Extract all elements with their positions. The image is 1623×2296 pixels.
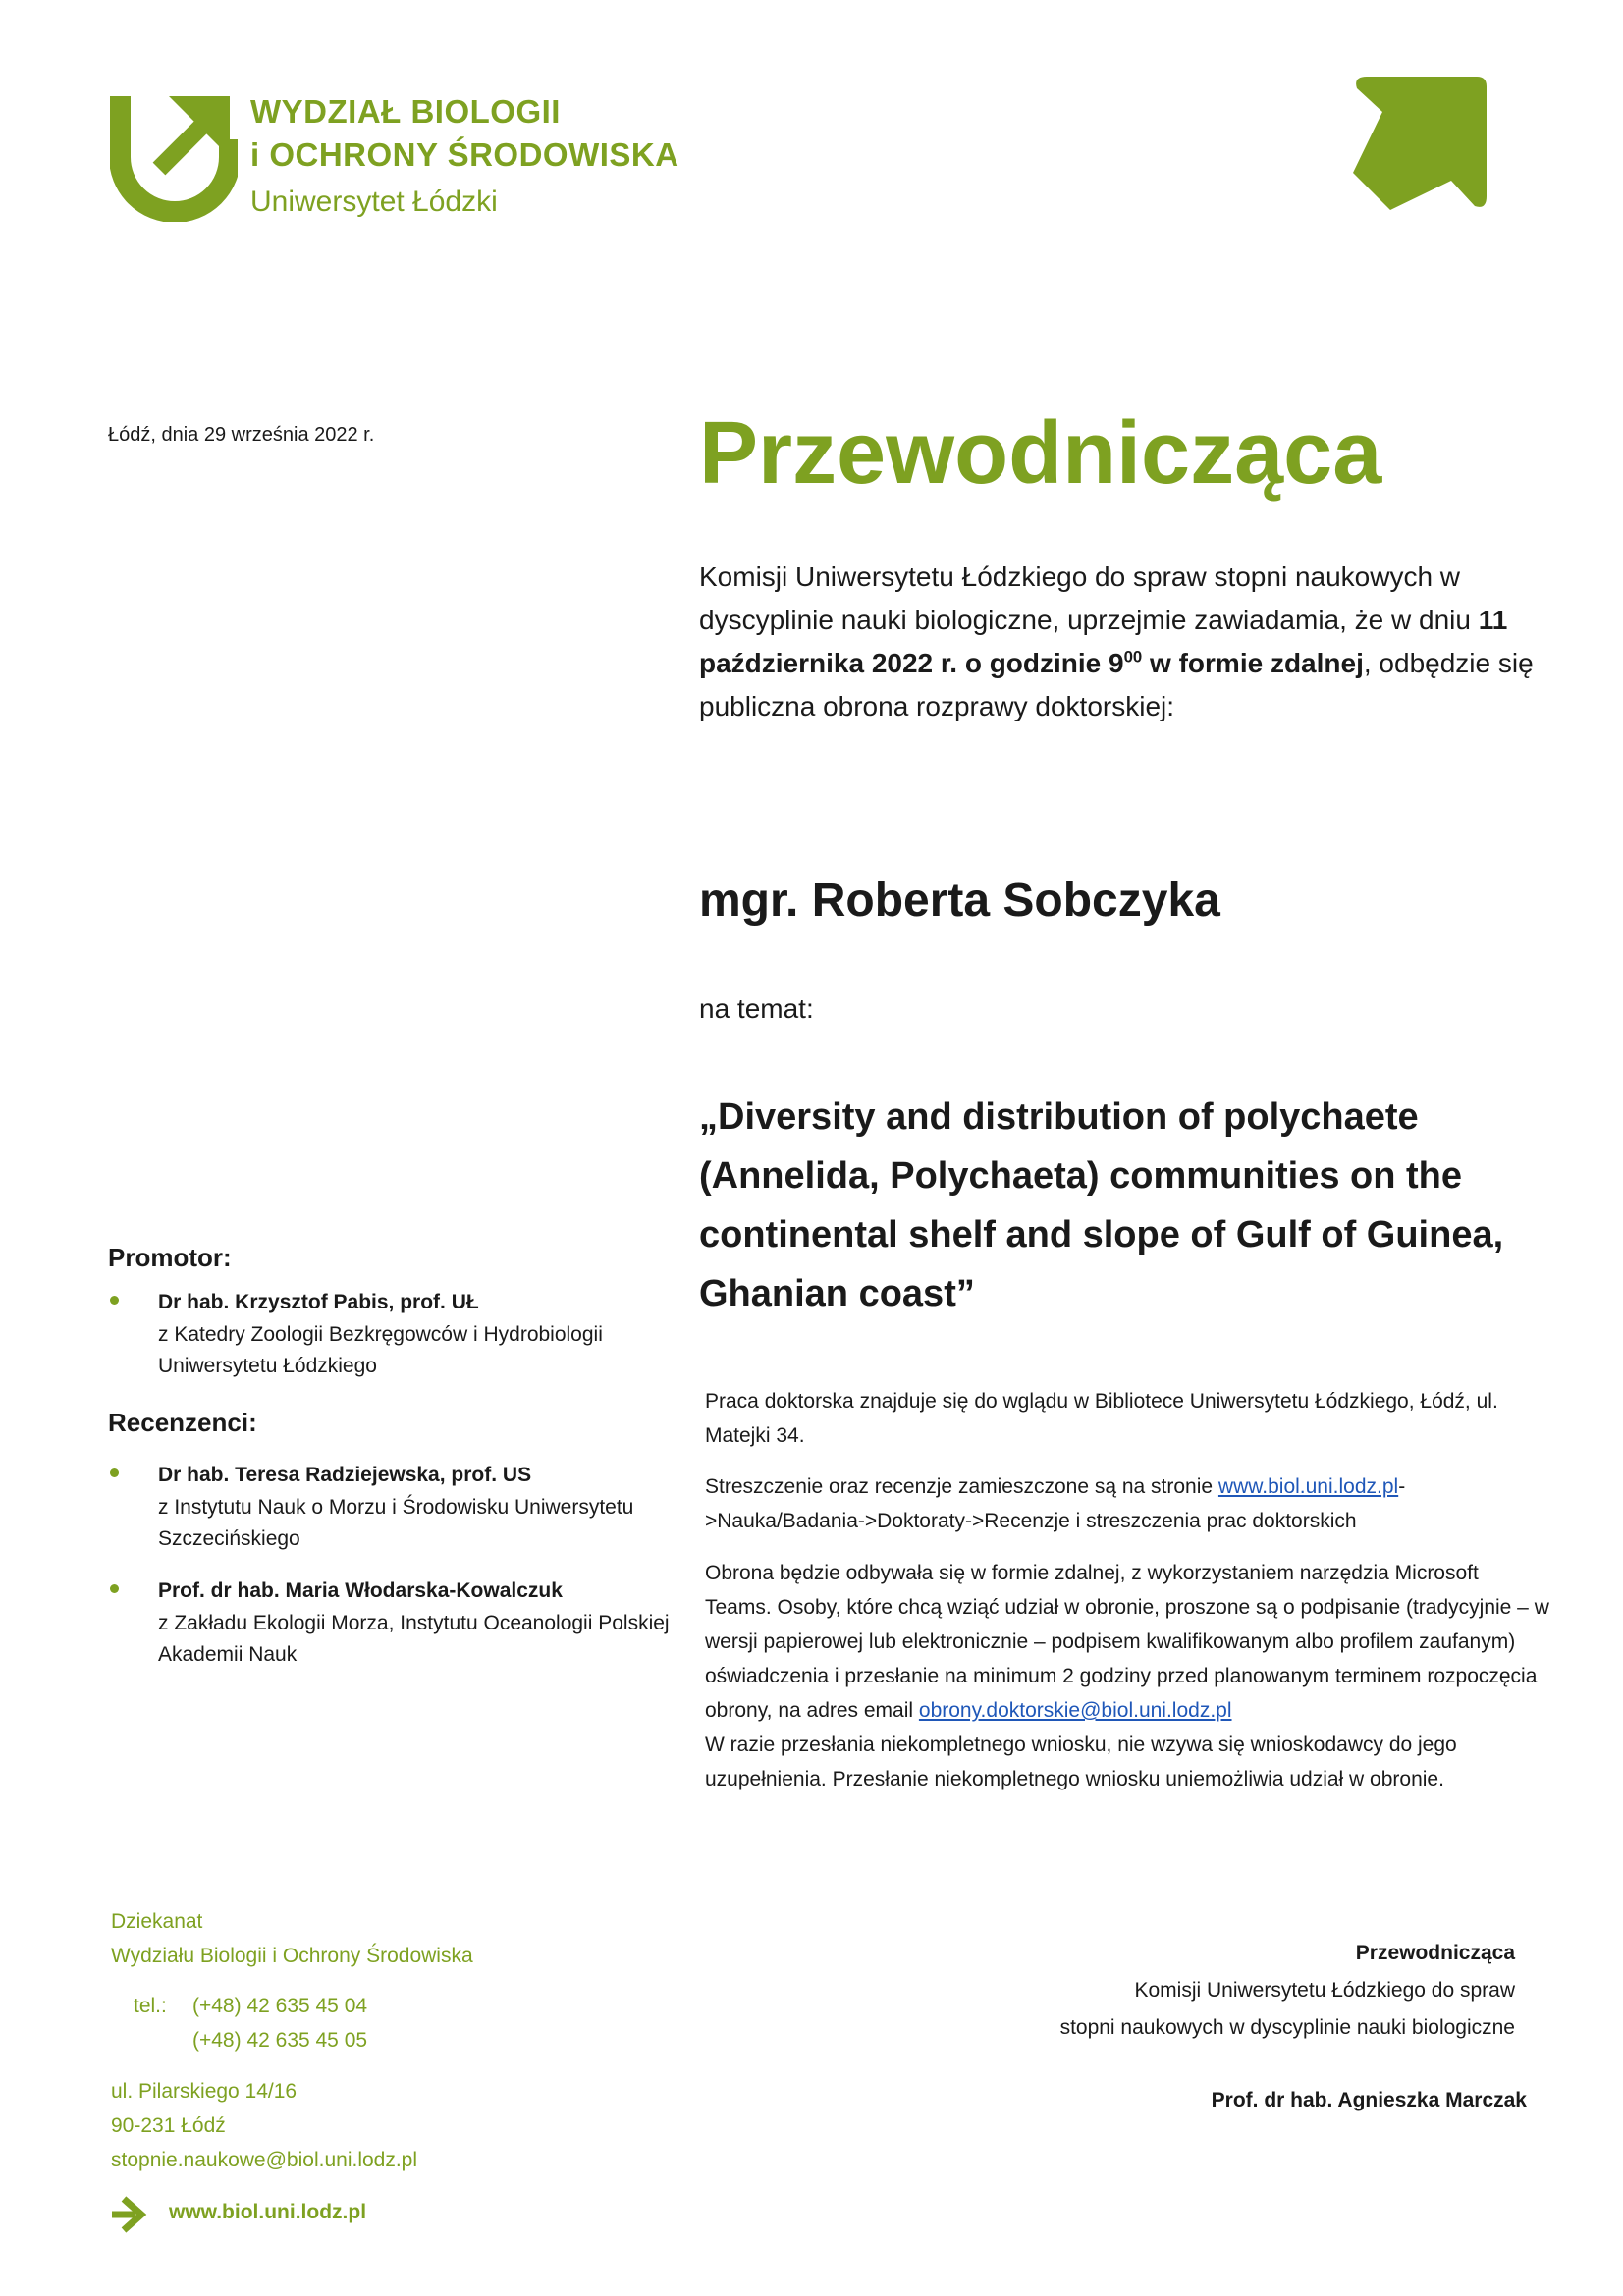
topic-label: na temat: bbox=[699, 993, 814, 1024]
reviews-info-path: ->Nauka/Badania->Doktoraty->Recenzje i streszczenia prac doktorskich bbox=[705, 1475, 1406, 1532]
signature-line-2: stopni naukowych w dyscyplinie nauki biologiczne bbox=[1059, 2016, 1515, 2039]
bullet-icon bbox=[110, 1468, 119, 1477]
footer-dziekanat: Dziekanat bbox=[111, 1910, 203, 1933]
candidate-name: mgr. Roberta Sobczyka bbox=[699, 875, 1220, 927]
reviewer-item bbox=[110, 1575, 699, 1671]
reviews-info bbox=[705, 1469, 1549, 1538]
intro-text-1: Komisji Uniwersytetu Łódzkiego do spraw stopni naukowych w dyscyplinie nauki biologiczne, uprzejmie zawiadamia, że w dniu bbox=[699, 561, 1479, 635]
intro-format: w formie zdalnej bbox=[1142, 648, 1364, 678]
arrow-right-icon bbox=[108, 2195, 147, 2234]
signature-name: Prof. dr hab. Agnieszka Marczak bbox=[1211, 2089, 1527, 2111]
footer-website-link[interactable]: www.biol.uni.lodz.pl bbox=[169, 2201, 367, 2223]
signature-role: Przewodnicząca bbox=[1355, 1942, 1515, 1964]
bullet-icon bbox=[110, 1584, 119, 1593]
intro-date-time: 11 października 2022 r. o godzinie 9 bbox=[699, 605, 1508, 678]
reviews-info-text: Streszczenie oraz recenzje zamieszczone są na stronie bbox=[705, 1475, 1218, 1498]
faculty-logo-icon bbox=[110, 88, 238, 222]
logo-line-3: Uniwersytet Łódzki bbox=[250, 186, 498, 218]
intro-text-2: , odbędzie się publiczna obrona rozprawy doktorskiej: bbox=[699, 648, 1534, 721]
logo-line-1: WYDZIAŁ BIOLOGII bbox=[250, 93, 561, 130]
remote-defense-text: Obrona będzie odbywała się w formie zdalnej, z wykorzystaniem narzędzia Microsoft Teams. Osoby, które chcą wziąć udział w obronie, proszone są o podpisanie (tradycyjnie – w wersji papierowej lub elektronicznie – podpisem kwalifikowanym albo profilem zaufanym) oświadczenia i przesłanie na minimum 2 godziny przed planowanym terminem rozpoczęcia obrony, na adres email bbox=[705, 1562, 1549, 1722]
footer-faculty: Wydziału Biologii i Ochrony Środowiska bbox=[111, 1945, 473, 1967]
promotor-heading: Promotor: bbox=[108, 1243, 232, 1272]
reviewers-heading: Recenzenci: bbox=[108, 1408, 257, 1437]
promotor-name: Dr hab. Krzysztof Pabis, prof. UŁ bbox=[158, 1291, 479, 1313]
remote-defense-info bbox=[705, 1556, 1549, 1796]
reviewer-name: Dr hab. Teresa Radziejewska, prof. US bbox=[158, 1464, 532, 1486]
reviewer-item bbox=[110, 1459, 699, 1555]
defense-email-link[interactable]: obrony.doktorskie@biol.uni.lodz.pl bbox=[918, 1699, 1232, 1722]
footer-tel-label: tel.: bbox=[134, 1995, 167, 2017]
footer-phone-2: (+48) 42 635 45 05 bbox=[192, 2029, 368, 2052]
incomplete-request-text: W razie przesłania niekompletnego wniosku, nie wzywa się wnioskodawcy do jego uzupełnienia. Przesłanie niekompletnego wniosku uniemożliwia udział w obronie. bbox=[705, 1734, 1457, 1790]
footer-phone-1: (+48) 42 635 45 04 bbox=[192, 1995, 368, 2017]
faculty-logo-text bbox=[250, 90, 679, 224]
promotor-item bbox=[110, 1286, 699, 1382]
signature-line-1: Komisji Uniwersytetu Łódzkiego do spraw bbox=[1134, 1979, 1515, 2002]
reviewer-affiliation: z Instytutu Nauk o Morzu i Środowisku Uniwersytetu Szczecińskiego bbox=[158, 1496, 634, 1550]
footer-email[interactable]: stopnie.naukowe@biol.uni.lodz.pl bbox=[111, 2149, 418, 2171]
promotor-affiliation: z Katedry Zoologii Bezkręgowców i Hydrobiologii Uniwersytetu Łódzkiego bbox=[158, 1323, 603, 1377]
footer-street: ul. Pilarskiego 14/16 bbox=[111, 2080, 298, 2103]
page-title: Przewodnicząca bbox=[699, 404, 1382, 503]
bullet-icon bbox=[110, 1296, 119, 1305]
reviewer-affiliation: z Zakładu Ekologii Morza, Instytutu Oceanologii Polskiej Akademii Nauk bbox=[158, 1612, 670, 1666]
faculty-website-link[interactable]: www.biol.uni.lodz.pl bbox=[1217, 1475, 1399, 1498]
document-date: Łódź, dnia 29 września 2022 r. bbox=[108, 424, 375, 446]
logo-line-2: i OCHRONY ŚRODOWISKA bbox=[250, 136, 679, 173]
intro-time-minutes: 00 bbox=[1123, 647, 1143, 667]
arrow-up-right-icon bbox=[1351, 75, 1488, 212]
library-info: Praca doktorska znajduje się do wglądu w Bibliotece Uniwersytetu Łódzkiego, Łódź, ul. Matejki 34. bbox=[705, 1390, 1498, 1447]
announcement-intro bbox=[699, 556, 1563, 728]
thesis-title: „Diversity and distribution of polychaete (Annelida, Polychaeta) communities on the continental shelf and slope of Gulf of Guinea, Ghanian coast” bbox=[699, 1096, 1504, 1314]
footer-city: 90-231 Łódź bbox=[111, 2114, 226, 2137]
reviewer-name: Prof. dr hab. Maria Włodarska-Kowalczuk bbox=[158, 1579, 563, 1602]
